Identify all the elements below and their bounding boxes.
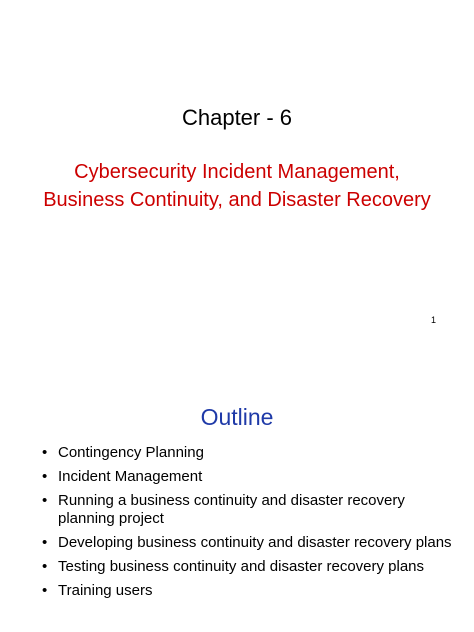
bullet-text: Incident Management xyxy=(58,468,203,485)
outline-bullet-list xyxy=(40,444,460,606)
bullet-icon: • xyxy=(42,468,48,485)
chapter-label: Chapter - 6 xyxy=(181,105,293,130)
bullet-icon: • xyxy=(42,534,48,551)
outline-heading: Outline xyxy=(200,404,274,430)
bullet-icon: • xyxy=(42,558,48,575)
bullet-text: Running a business continuity and disaster recovery planning project xyxy=(58,492,405,527)
bullet-text: Training users xyxy=(58,582,153,599)
bullet-text: Testing business continuity and disaster recovery plans xyxy=(58,558,425,575)
slide-outline xyxy=(0,336,474,632)
bullet-icon: • xyxy=(42,492,48,509)
bullet-item xyxy=(40,558,460,576)
bullet-icon: • xyxy=(42,444,48,461)
bullet-item xyxy=(40,444,460,462)
bullet-item xyxy=(40,468,460,486)
page-number: 1 xyxy=(430,315,436,325)
bullet-text: Developing business continuity and disaster recovery plans xyxy=(58,534,452,551)
chapter-title: Cybersecurity Incident Management, Business Continuity, and Disaster Recovery xyxy=(43,161,431,211)
bullet-text: Contingency Planning xyxy=(58,444,204,461)
bullet-item xyxy=(40,534,460,552)
bullet-icon: • xyxy=(42,582,48,599)
bullet-item xyxy=(40,492,460,528)
bullet-item xyxy=(40,582,460,600)
